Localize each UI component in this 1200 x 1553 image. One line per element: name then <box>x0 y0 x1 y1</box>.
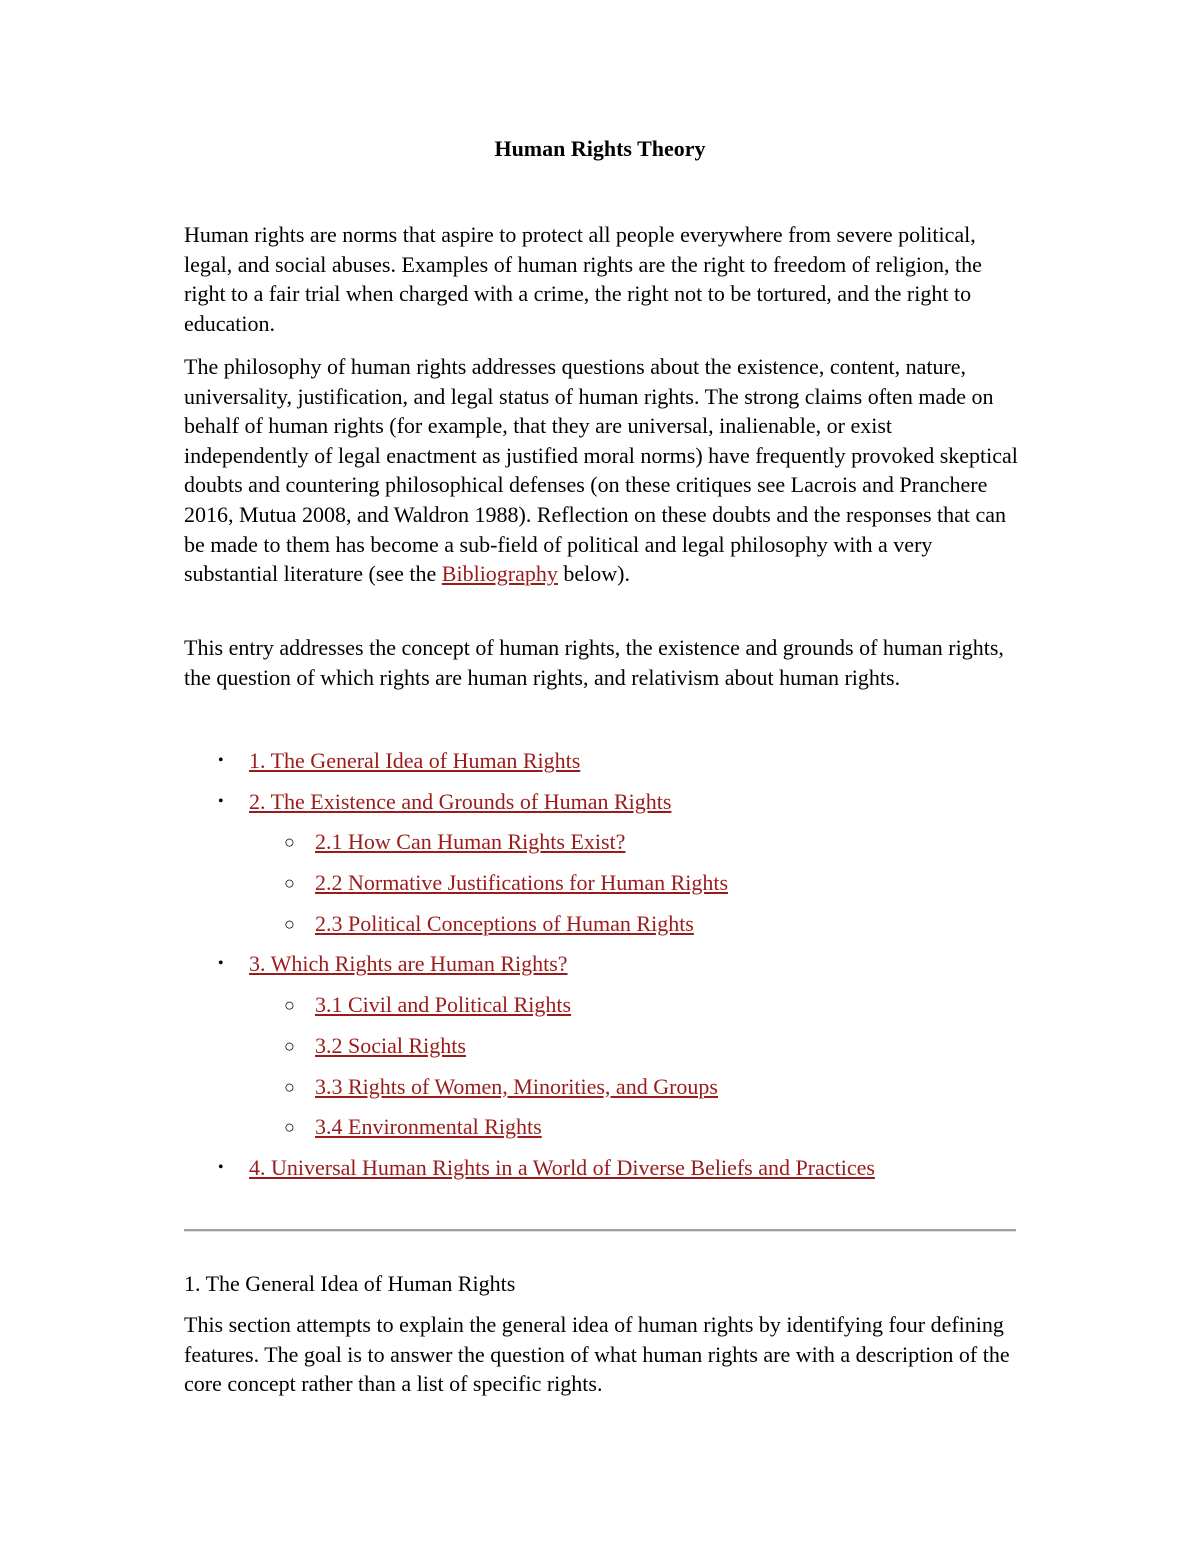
toc-item-1 <box>184 744 1020 785</box>
table-of-contents <box>184 744 1020 1192</box>
bullet-icon: • <box>218 1158 224 1176</box>
toc-link-civil-political[interactable]: 3.1 Civil and Political Rights <box>315 992 572 1018</box>
toc-link-how-can-exist[interactable]: 2.1 How Can Human Rights Exist? <box>315 829 626 855</box>
scope-paragraph: This entry addresses the concept of human rights, the existence and grounds of human rights, the question of which rights are human rights, and relativism about human rights. <box>184 635 1004 690</box>
circle-bullet-icon: ○ <box>284 1076 295 1097</box>
toc-link-women-minorities-groups[interactable]: 3.3 Rights of Women, Minorities, and Groups <box>315 1073 718 1099</box>
section-heading: 1. The General Idea of Human Rights <box>184 1271 516 1296</box>
bullet-icon: • <box>218 792 224 810</box>
bullet-icon: • <box>218 752 224 769</box>
toc-item-3-4 <box>184 1110 1020 1151</box>
circle-bullet-icon: ○ <box>284 1035 295 1056</box>
circle-bullet-icon: ○ <box>284 873 295 894</box>
toc-link-social-rights[interactable]: 3.2 Social Rights <box>315 1032 466 1058</box>
section-paragraph: This section attempts to explain the general idea of human rights by identifying four defining features. The goal is to answer the question of what human rights are with a description of the core concept rather than a list of specific rights. <box>184 1312 1010 1397</box>
circle-bullet-icon: ○ <box>284 995 295 1016</box>
toc-link-existence-grounds[interactable]: 2. The Existence and Grounds of Human Rights <box>249 788 672 814</box>
document-title: Human Rights Theory <box>494 136 706 161</box>
toc-item-2-2 <box>184 866 1020 907</box>
toc-item-3-2 <box>184 1029 1020 1070</box>
bullet-icon: • <box>218 955 224 973</box>
toc-item-2 <box>184 785 1020 826</box>
toc-link-general-idea[interactable]: 1. The General Idea of Human Rights <box>249 748 581 773</box>
intro-paragraph: Human rights are norms that aspire to protect all people everywhere from severe political, legal, and social abuses. Examples of human rights are the right to freedom of religion, the right to a fair trial when charged with a crime, the right not to be tortured, and the right to education. <box>184 222 982 336</box>
toc-item-4 <box>184 1151 1020 1192</box>
circle-bullet-icon: ○ <box>284 1117 295 1138</box>
circle-bullet-icon: ○ <box>284 913 295 934</box>
bibliography-link[interactable]: Bibliography <box>441 561 558 587</box>
toc-link-normative-justifications[interactable]: 2.2 Normative Justifications for Human Rights <box>315 870 729 896</box>
philosophy-paragraph-text: The philosophy of human rights addresses questions about the existence, content, nature, universality, justification, and legal status of human rights. The strong claims often made on behalf of human rights (for example, that they are universal, inalienable, or exist independently of legal enactment as justified moral norms) have frequently provoked skeptical doubts and countering philosophical defenses (on these critiques see Lacrois and Pranchere 2016, Mutua 2008, and Waldron 1988). Reflection on these doubts and the responses that can be made to them has become a sub-field of political and legal philosophy with a very substantial literature (see the <box>184 354 1018 587</box>
horizontal-divider <box>184 1229 1016 1232</box>
toc-item-2-3 <box>184 907 1020 948</box>
toc-link-environmental-rights[interactable]: 3.4 Environmental Rights <box>315 1114 542 1140</box>
toc-item-3 <box>184 947 1020 988</box>
circle-bullet-icon: ○ <box>284 832 295 853</box>
toc-link-universal-diverse[interactable]: 4. Universal Human Rights in a World of Diverse Beliefs and Practices <box>249 1154 875 1180</box>
toc-item-3-1 <box>184 988 1020 1029</box>
toc-link-political-conceptions[interactable]: 2.3 Political Conceptions of Human Rights <box>315 910 694 936</box>
philosophy-paragraph <box>184 352 1020 589</box>
toc-item-3-3 <box>184 1070 1020 1111</box>
toc-link-which-rights[interactable]: 3. Which Rights are Human Rights? <box>249 951 568 977</box>
toc-item-2-1 <box>184 825 1020 866</box>
philosophy-paragraph-tail: below). <box>557 561 630 587</box>
